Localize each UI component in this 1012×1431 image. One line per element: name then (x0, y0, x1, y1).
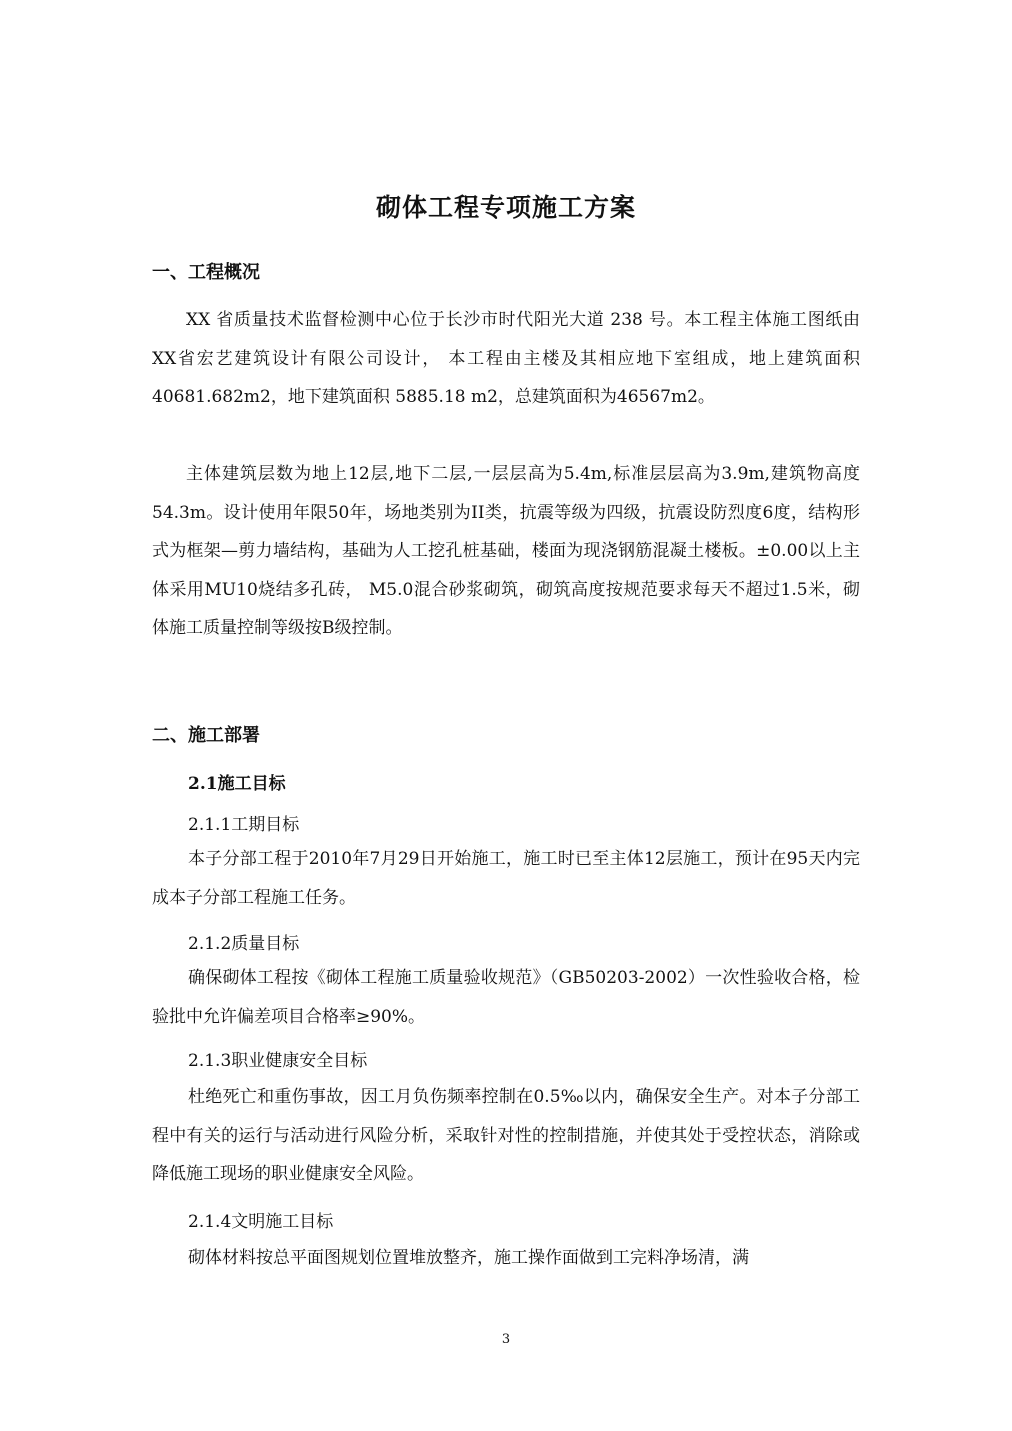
item-heading-schedule: 2.1.1工期目标 (188, 815, 300, 835)
document-title: 砌体工程专项施工方案 (375, 193, 636, 222)
page-number: 3 (501, 1332, 511, 1347)
section-heading-deployment: 二、施工部署 (152, 725, 260, 746)
overview-paragraph-2: 主体建筑层数为地上12层,地下二层,一层层高为5.4m,标准层层高为3.9m,建筑物高度54.3m。设计使用年限50年，场地类别为II类，抗震等级为四级，抗震设防烈度6度，结构形式为框架—剪力墙结构，基础为人工挖孔桩基础，楼面为现浇钢筋混凝土楼板。±0.00以上主体采用MU10烧结多孔砖， M5.0混合砂浆砌筑，砌筑高度按规范要求每天不超过1.5米，砌体施工质量控制等级按B级控制。 (152, 464, 860, 638)
subsection-heading-goals: 2.1施工目标 (188, 774, 286, 794)
item-heading-safety: 2.1.3职业健康安全目标 (188, 1051, 368, 1071)
safety-paragraph: 杜绝死亡和重伤事故，因工月负伤频率控制在0.5‰以内，确保安全生产。对本子分部工程中有关的运行与活动进行风险分析，采取针对性的控制措施，并使其处于受控状态，消除或降低施工现场的职业健康安全风险。 (152, 1087, 860, 1184)
civilized-paragraph: 砌体材料按总平面图规划位置堆放整齐，施工操作面做到工完料净场清，满 (188, 1248, 749, 1268)
section-heading-overview: 一、工程概况 (152, 262, 260, 283)
item-heading-civilized: 2.1.4文明施工目标 (188, 1212, 334, 1232)
item-heading-quality: 2.1.2质量目标 (188, 934, 300, 954)
quality-paragraph: 确保砌体工程按《砌体工程施工质量验收规范》（GB50203-2002）一次性验收合格，检验批中允许偏差项目合格率≥90%。 (152, 968, 860, 1027)
overview-paragraph-1: XX 省质量技术监督检测中心位于长沙市时代阳光大道 238 号。本工程主体施工图纸由XX省宏艺建筑设计有限公司设计， 本工程由主楼及其相应地下室组成，地上建筑面积 40681.682m2，地下建筑面积 5885.18 m2，总建筑面积为46567m2。 (152, 310, 860, 407)
schedule-paragraph: 本子分部工程于2010年7月29日开始施工，施工时已至主体12层施工，预计在95天内完成本子分部工程施工任务。 (152, 849, 860, 908)
